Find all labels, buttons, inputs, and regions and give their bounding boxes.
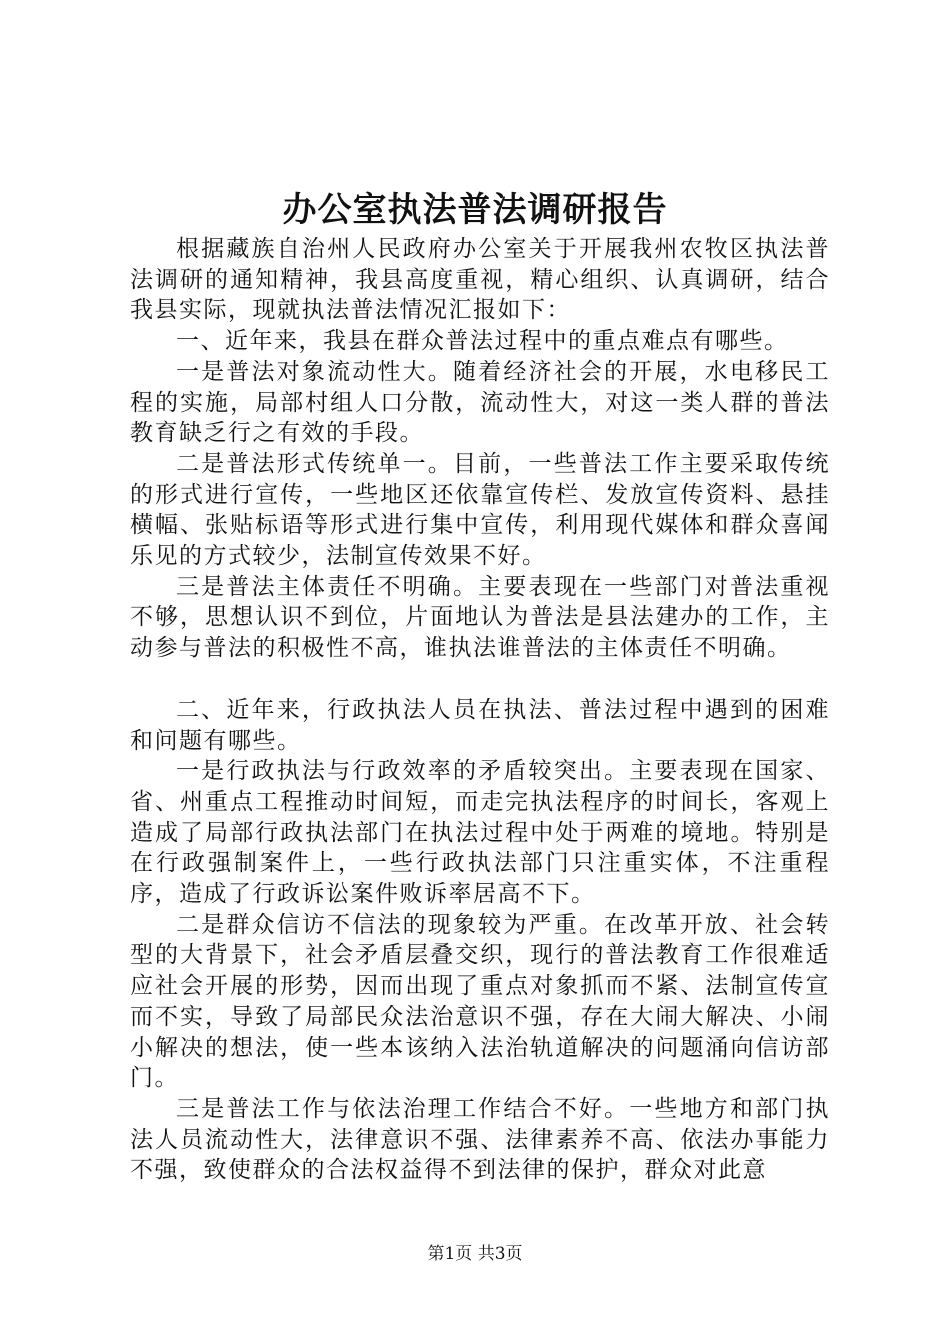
paragraph: 一是行政执法与行政效率的矛盾较突出。主要表现在国家、省、州重点工程推动时间短，而走完执法程序的时间长，客观上造成了局部行政执法部门在执法过程中处于两难的境地。特别是在行政强制案件上，一些行政执法部门只注重实体，不注重程序，造成了行政诉讼案件败诉率居高不下。: [130, 758, 830, 908]
section-heading: 二、近年来，行政执法人员在执法、普法过程中遇到的困难和问题有哪些。: [130, 696, 830, 754]
paragraph: 三是普法工作与依法治理工作结合不好。一些地方和部门执法人员流动性大，法律意识不强、法律素养不高、依法办事能力不强，致使群众的合法权益得不到法律的保护，群众对此意: [130, 1095, 830, 1184]
paragraph: 二是群众信访不信法的现象较为严重。在改革开放、社会转型的大背景下，社会矛盾层叠交织，现行的普法教育工作很难适应社会开展的形势，因而出现了重点对象抓而不紧、法制宣传宣而不实，导致了局部民众法治意识不强，存在大闹大解决、小闹小解决的想法，使一些本该纳入法治轨道解决的问题涌向信访部门。: [130, 911, 830, 1092]
paragraph: 根据藏族自治州人民政府办公室关于开展我州农牧区执法普法调研的通知精神，我县高度重视，精心组织、认真调研，结合我县实际，现就执法普法情况汇报如下：: [130, 236, 830, 324]
page-number: 第1页 共3页: [427, 1244, 523, 1264]
document-title: 办公室执法普法调研报告: [282, 190, 668, 230]
paragraph: 二是普法形式传统单一。目前，一些普法工作主要采取传统的形式进行宣传，一些地区还依靠宣传栏、发放宣传资料、悬挂横幅、张贴标语等形式进行集中宣传，利用现代媒体和群众喜闻乐见的方式较少，法制宣传效果不好。: [130, 450, 830, 570]
document-body: [130, 234, 830, 1186]
section-heading: 一、近年来，我县在群众普法过程中的重点难点有哪些。: [176, 328, 789, 355]
paragraph: 三是普法主体责任不明确。主要表现在一些部门对普法重视不够，思想认识不到位，片面地认为普法是县法建办的工作，主动参与普法的积极性不高，谁执法谁普法的主体责任不明确。: [130, 573, 830, 662]
paragraph: 一是普法对象流动性大。随着经济社会的开展，水电移民工程的实施，局部村组人口分散，流动性大，对这一类人群的普法教育缺乏行之有效的手段。: [130, 358, 830, 447]
